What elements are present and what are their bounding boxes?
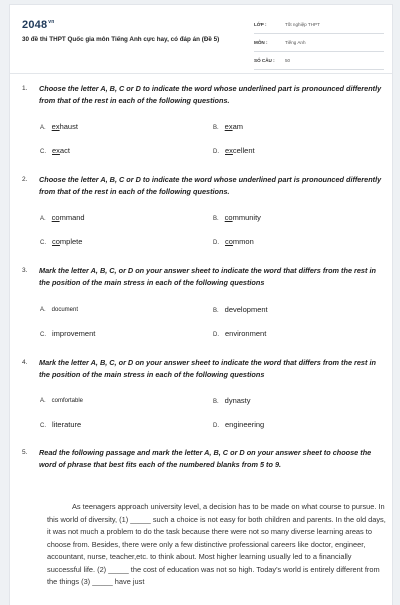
meta-row-subject <box>254 38 384 52</box>
option-c[interactable] <box>40 419 81 431</box>
header-divider <box>10 73 392 74</box>
option-letter: C. <box>40 423 46 429</box>
option-text: engineering <box>225 420 265 429</box>
exam-page <box>9 4 393 605</box>
option-b[interactable] <box>213 395 251 407</box>
option-d[interactable] <box>213 328 266 340</box>
logo-sup: vn <box>48 19 55 26</box>
meta-value: Tốt nghiệp THPT <box>285 22 320 27</box>
question-prompt: Choose the letter A, B, C or D to indicate the word whose underlined part is pronounced differently from that of the rest in each of the following questions. <box>39 175 382 196</box>
site-logo[interactable] <box>22 19 55 31</box>
option-letter: C. <box>40 332 46 338</box>
reading-passage <box>47 501 387 589</box>
option-d[interactable] <box>213 236 254 248</box>
underlined-part: co <box>52 237 60 246</box>
option-letter: A. <box>40 125 46 131</box>
option-letter: A. <box>40 398 46 404</box>
question-number: 3. <box>22 267 28 274</box>
option-a[interactable] <box>40 212 85 224</box>
underlined-part: ex <box>224 122 233 131</box>
option-d[interactable] <box>213 419 264 431</box>
option-b[interactable] <box>213 121 243 133</box>
option-b[interactable] <box>213 304 268 316</box>
option-text: comfortable <box>51 398 84 404</box>
option-text: environment <box>225 329 267 338</box>
option-letter: B. <box>213 125 219 131</box>
meta-key: LỚP : <box>254 22 267 27</box>
underlined-part: ex <box>225 146 233 155</box>
passage-text: As teenagers approach university level, a decision has to be made on what course to pursue. In this world of diversity, (1) _____ such a choice is not easy for both children and parents. In the old days, it was not much a problem to do the task because there were not so many diverse learning areas to choose from. Besides, there were only a few distinctive professional careers like doctor, engineer, accountant, nurse, teacher,etc. to think about. Most higher learning usually led to a financially successful life. (2) _____ the cost of education was not so high. Today's world is entirely different from the things (3) _____ have just <box>47 502 386 586</box>
option-letter: A. <box>40 216 46 222</box>
underlined-part: co <box>224 213 233 222</box>
question-number: 5. <box>22 449 28 456</box>
meta-row-class <box>254 20 384 34</box>
option-c[interactable] <box>40 236 82 248</box>
option-text: literature <box>52 420 82 429</box>
option-text: document <box>51 307 79 313</box>
option-d[interactable] <box>213 145 255 157</box>
document-title: 30 đề thi THPT Quốc gia môn Tiếng Anh cực hay, có đáp án (Đề 5) <box>22 36 220 43</box>
option-a[interactable] <box>40 395 83 407</box>
option-b[interactable] <box>213 212 261 224</box>
meta-value: Tiếng Anh <box>285 40 306 45</box>
option-letter: B. <box>213 399 219 405</box>
question-number: 4. <box>22 359 28 366</box>
option-letter: A. <box>40 307 46 313</box>
question-prompt: Mark the letter A, B, C, or D on your answer sheet to indicate the word that differs from the rest in the position of the main stress in each of the following questions <box>39 266 376 287</box>
option-rest: mmand <box>59 213 85 222</box>
question-number: 1. <box>22 85 28 92</box>
option-letter: D. <box>213 149 219 155</box>
document-header <box>10 5 392 71</box>
meta-key: MÔN : <box>254 40 268 45</box>
underlined-part: co <box>51 213 60 222</box>
option-text: dynasty <box>224 396 251 405</box>
meta-row-count <box>254 56 384 70</box>
question-prompt: Read the following passage and mark the letter A, B, C or D on your answer sheet to choose the word of phrase that best fits each of the numbered blanks from 5 to 9. <box>39 448 372 469</box>
option-rest: act <box>59 146 70 155</box>
option-rest: mplete <box>59 237 83 246</box>
option-c[interactable] <box>40 145 70 157</box>
option-rest: mmon <box>232 237 254 246</box>
underlined-part: ex <box>51 122 60 131</box>
question-prompt: Choose the letter A, B, C or D to indicate the word whose underlined part is pronounced differently from that of the rest in each of the following questions. <box>39 84 382 105</box>
option-rest: mmunity <box>232 213 261 222</box>
option-rest: haust <box>59 122 78 131</box>
question-prompt: Mark the letter A, B, C, or D on your answer sheet to indicate the word that differs from the rest in the position of the main stress in each of the following questions <box>39 358 376 379</box>
document-meta <box>254 20 384 74</box>
underlined-part: ex <box>52 146 60 155</box>
option-letter: D. <box>213 240 219 246</box>
option-letter: B. <box>213 216 219 222</box>
option-c[interactable] <box>40 328 95 340</box>
logo-text: 2048 <box>22 19 48 31</box>
meta-key: SỐ CÂU : <box>254 58 275 63</box>
underlined-part: co <box>225 237 233 246</box>
option-letter: C. <box>40 240 46 246</box>
option-text: development <box>224 305 268 314</box>
question-number: 2. <box>22 176 28 183</box>
meta-value: 50 <box>285 58 291 63</box>
option-letter: C. <box>40 149 46 155</box>
option-text: improvement <box>52 329 96 338</box>
option-rest: cellent <box>232 146 255 155</box>
option-letter: B. <box>213 308 219 314</box>
option-letter: D. <box>213 332 219 338</box>
option-a[interactable] <box>40 121 78 133</box>
option-letter: D. <box>213 423 219 429</box>
option-rest: am <box>232 122 244 131</box>
option-a[interactable] <box>40 304 78 316</box>
